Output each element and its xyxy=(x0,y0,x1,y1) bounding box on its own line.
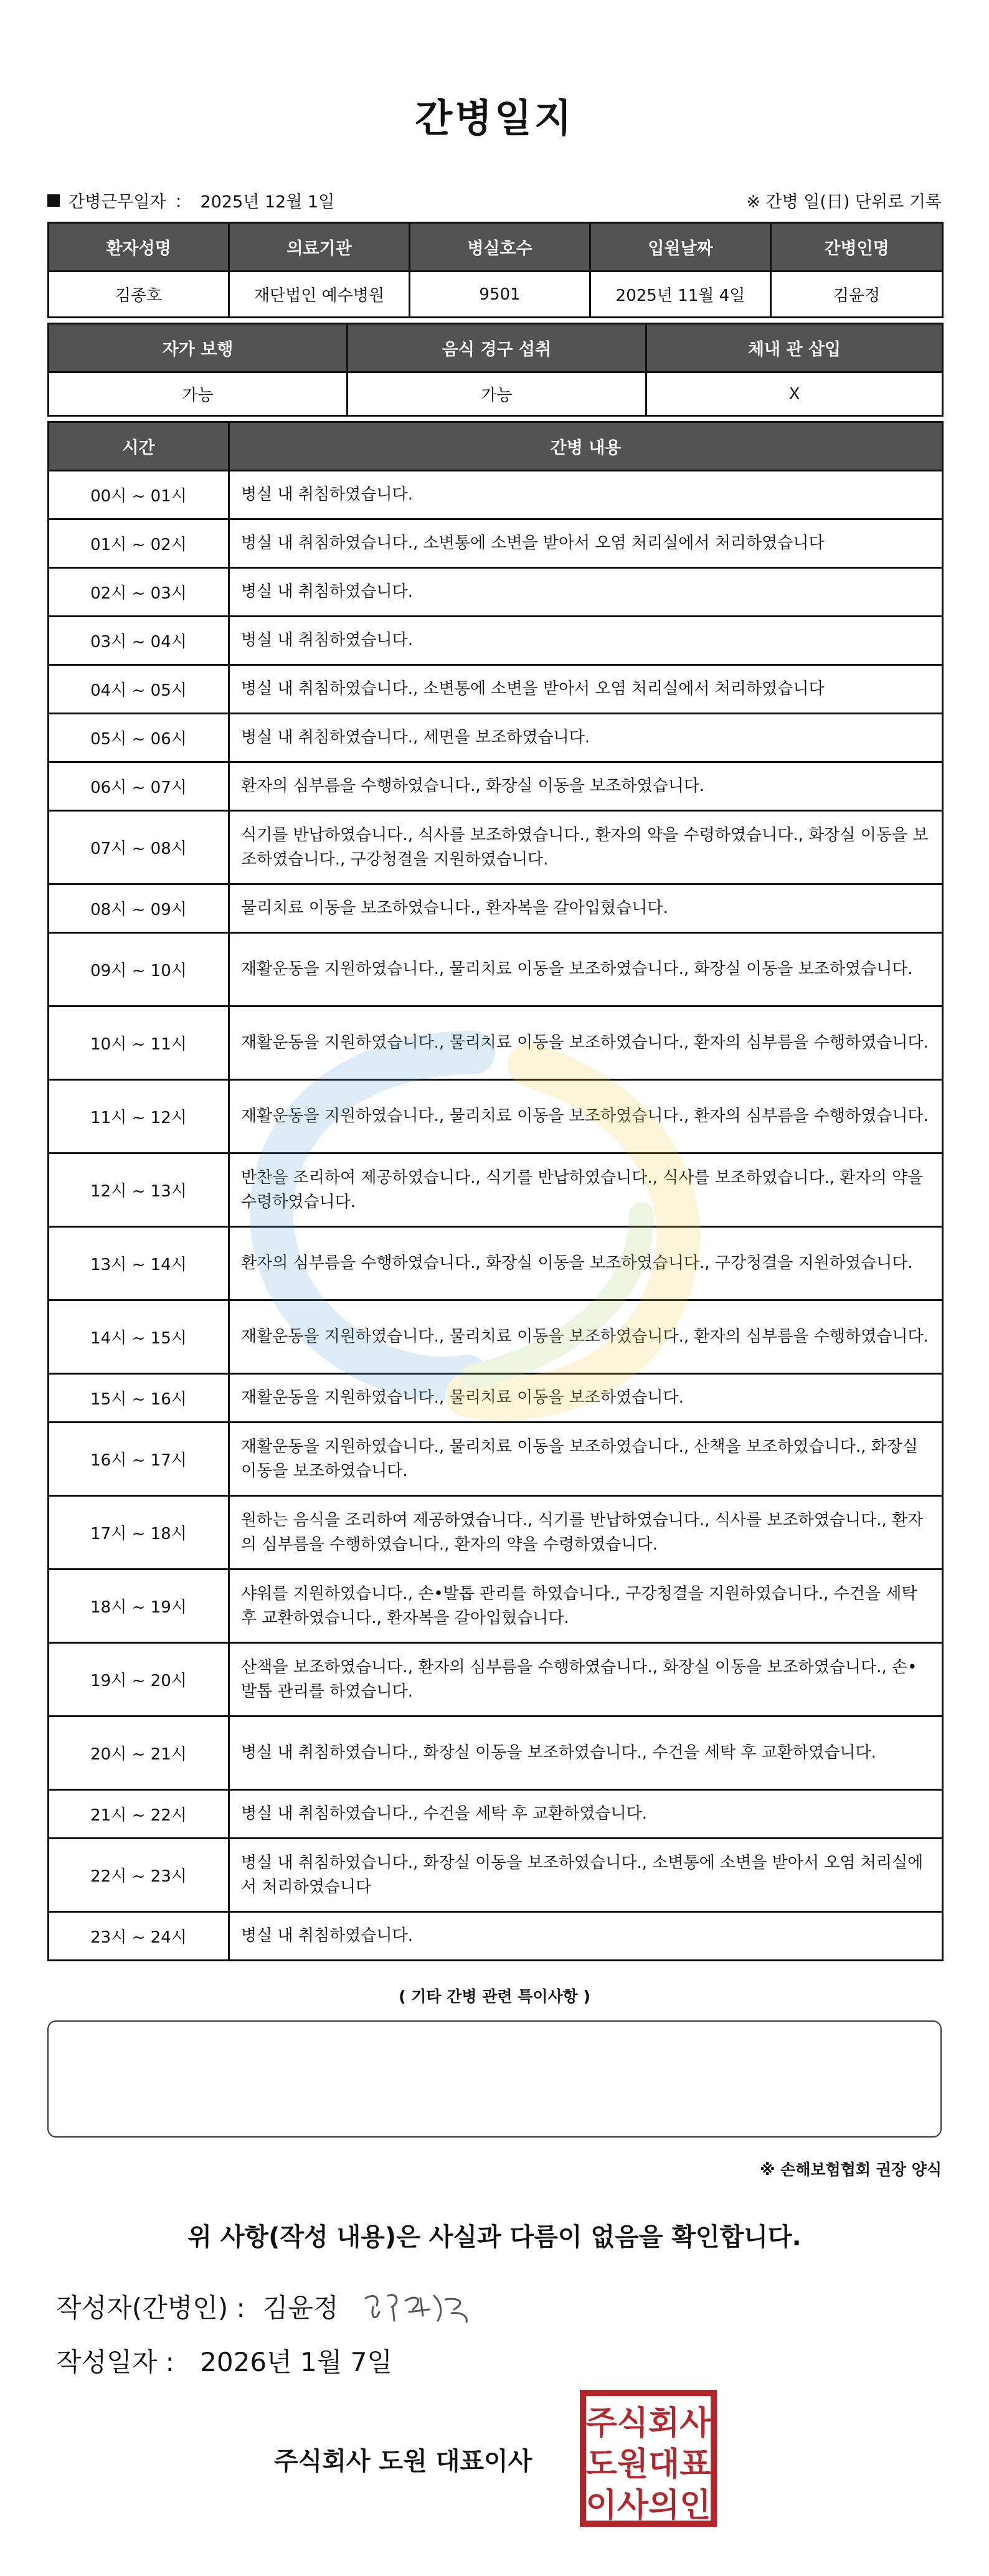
written-date-value: 2026년 1월 7일 xyxy=(200,2347,392,2377)
log-content: 환자의 심부름을 수행하였습니다., 화장실 이동을 보조하였습니다., 구강청결을 지원하였습니다. xyxy=(229,1227,943,1300)
log-row xyxy=(49,1839,943,1912)
log-row xyxy=(49,1423,943,1496)
log-content: 원하는 음식을 조리하여 제공하였습니다., 식기를 반납하였습니다., 식사를 보조하였습니다., 환자의 심부름을 수행하였습니다., 환자의 약을 수령하였습니다. xyxy=(229,1496,943,1570)
log-row xyxy=(49,1570,943,1643)
log-time: 14시 ~ 15시 xyxy=(49,1300,229,1374)
work-date-value: 2025년 12월 1일 xyxy=(200,192,335,212)
log-time: 11시 ~ 12시 xyxy=(49,1080,229,1153)
header-admission-date: 입원날짜 xyxy=(590,223,771,272)
work-date-label: 간병근무일자 xyxy=(69,192,166,212)
document-title: 간병일지 xyxy=(415,95,574,141)
log-content: 재활운동을 지원하였습니다., 물리치료 이동을 보조하였습니다., 환자의 심부름을 수행하였습니다. xyxy=(229,1006,943,1080)
writer-name: 김윤정 xyxy=(262,2293,339,2323)
log-content: 샤워를 지원하였습니다., 손•발톱 관리를 하였습니다., 구강청결을 지원하였습니다., 수건을 세탁 후 교환하였습니다., 환자복을 갈아입혔습니다. xyxy=(229,1570,943,1643)
log-time: 13시 ~ 14시 xyxy=(49,1227,229,1300)
log-row xyxy=(49,762,943,811)
log-content: 병실 내 취침하였습니다., 화장실 이동을 보조하였습니다., 소변통에 소변을 받아서 오염 처리실에서 처리하였습니다 xyxy=(229,1839,943,1912)
header-room: 병실호수 xyxy=(410,223,590,272)
log-row xyxy=(49,519,943,568)
log-body xyxy=(49,471,943,1961)
log-content: 재활운동을 지원하였습니다., 물리치료 이동을 보조하였습니다. xyxy=(229,1374,943,1423)
log-time: 23시 ~ 24시 xyxy=(49,1912,229,1961)
log-content: 병실 내 취침하였습니다. xyxy=(229,471,943,519)
log-time: 04시 ~ 05시 xyxy=(49,665,229,714)
log-content: 재활운동을 지원하였습니다., 물리치료 이동을 보조하였습니다., 환자의 심부름을 수행하였습니다. xyxy=(229,1080,943,1153)
unit-note: ※ 간병 일(日) 단위로 기록 xyxy=(746,192,942,212)
log-row xyxy=(49,1790,943,1839)
log-content: 산책을 보조하였습니다., 환자의 심부름을 수행하였습니다., 화장실 이동을 보조하였습니다., 손•발톱 관리를 하였습니다. xyxy=(229,1643,943,1717)
log-row xyxy=(49,811,943,884)
log-time: 05시 ~ 06시 xyxy=(49,714,229,762)
work-date xyxy=(47,188,334,212)
log-time: 18시 ~ 19시 xyxy=(49,1570,229,1643)
header-patient-name: 환자성명 xyxy=(49,223,229,272)
oral-intake: 가능 xyxy=(348,372,646,416)
header-time: 시간 xyxy=(49,422,229,471)
log-row xyxy=(49,617,943,665)
log-content: 병실 내 취침하였습니다. xyxy=(229,1912,943,1961)
log-content: 물리치료 이동을 보조하였습니다., 환자복을 갈아입혔습니다. xyxy=(229,884,943,933)
log-time: 17시 ~ 18시 xyxy=(49,1496,229,1570)
log-row xyxy=(49,1717,943,1790)
log-row xyxy=(49,1300,943,1374)
log-content: 재활운동을 지원하였습니다., 물리치료 이동을 보조하였습니다., 화장실 이동을 보조하였습니다. xyxy=(229,933,943,1006)
header-oral-intake: 음식 경구 섭취 xyxy=(348,324,646,372)
log-time: 06시 ~ 07시 xyxy=(49,762,229,811)
hospital: 재단법인 예수병원 xyxy=(229,272,410,318)
log-header-row xyxy=(49,422,943,471)
writer-label: 작성자(간병인) : xyxy=(56,2293,245,2323)
log-time: 19시 ~ 20시 xyxy=(49,1643,229,1717)
patient-name: 김종호 xyxy=(49,272,229,318)
log-time: 16시 ~ 17시 xyxy=(49,1423,229,1496)
kia-note: ※ 손해보험협회 권장 양식 xyxy=(760,2161,942,2179)
log-time: 07시 ~ 08시 xyxy=(49,811,229,884)
log-content: 병실 내 취침하였습니다., 세면을 보조하였습니다. xyxy=(229,714,943,762)
tube-insertion: X xyxy=(646,372,943,416)
log-content: 반찬을 조리하여 제공하였습니다., 식기를 반납하였습니다., 식사를 보조하였습니다., 환자의 약을 수령하였습니다. xyxy=(229,1153,943,1227)
header-care-content: 간병 내용 xyxy=(229,422,943,471)
log-content: 병실 내 취침하였습니다., 수건을 세탁 후 교환하였습니다. xyxy=(229,1790,943,1839)
log-time: 21시 ~ 22시 xyxy=(49,1790,229,1839)
seal-line-2: 도원대표 xyxy=(585,2445,711,2483)
care-status-table xyxy=(47,323,944,417)
patient-header-row xyxy=(49,223,943,272)
log-time: 02시 ~ 03시 xyxy=(49,568,229,617)
log-content: 병실 내 취침하였습니다. xyxy=(229,617,943,665)
log-row xyxy=(49,665,943,714)
log-row xyxy=(49,1227,943,1300)
log-time: 12시 ~ 13시 xyxy=(49,1153,229,1227)
log-row xyxy=(49,1643,943,1717)
log-time: 10시 ~ 11시 xyxy=(49,1006,229,1080)
log-time: 00시 ~ 01시 xyxy=(49,471,229,519)
log-content: 환자의 심부름을 수행하였습니다., 화장실 이동을 보조하였습니다. xyxy=(229,762,943,811)
care-value-row xyxy=(49,372,943,416)
header-caregiver: 간병인명 xyxy=(771,223,943,272)
log-content: 재활운동을 지원하였습니다., 물리치료 이동을 보조하였습니다., 환자의 심부름을 수행하였습니다. xyxy=(229,1300,943,1374)
log-row xyxy=(49,1912,943,1961)
log-row xyxy=(49,1374,943,1423)
room-number: 9501 xyxy=(410,272,590,318)
log-time: 03시 ~ 04시 xyxy=(49,617,229,665)
header-hospital: 의료기관 xyxy=(229,223,410,272)
square-bullet-icon xyxy=(47,194,60,207)
care-header-row xyxy=(49,324,943,372)
log-content: 병실 내 취침하였습니다., 소변통에 소변을 받아서 오염 처리실에서 처리하였습니다 xyxy=(229,519,943,568)
care-log-table xyxy=(47,421,944,1961)
confirm-statement: 위 사항(작성 내용)은 사실과 다름이 없음을 확인합니다. xyxy=(187,2223,802,2252)
log-time: 22시 ~ 23시 xyxy=(49,1839,229,1912)
remarks-box xyxy=(47,2020,942,2138)
log-content: 병실 내 취침하였습니다., 화장실 이동을 보조하였습니다., 수건을 세탁 후 교환하였습니다. xyxy=(229,1717,943,1790)
written-date xyxy=(56,2342,392,2379)
seal-line-1: 주식회사 xyxy=(585,2404,711,2442)
log-content: 병실 내 취침하였습니다. xyxy=(229,568,943,617)
log-content: 식기를 반납하였습니다., 식사를 보조하였습니다., 환자의 약을 수령하였습니다., 화장실 이동을 보조하였습니다., 구강청결을 지원하였습니다. xyxy=(229,811,943,884)
patient-info-table xyxy=(47,222,944,318)
log-content: 재활운동을 지원하였습니다., 물리치료 이동을 보조하였습니다., 산책을 보조하였습니다., 화장실 이동을 보조하였습니다. xyxy=(229,1423,943,1496)
log-content: 병실 내 취침하였습니다., 소변통에 소변을 받아서 오염 처리실에서 처리하였습니다 xyxy=(229,665,943,714)
remarks-title: ( 기타 간병 관련 특이사항 ) xyxy=(399,1987,590,2005)
self-walking: 가능 xyxy=(49,372,348,416)
header-tube-insertion: 체내 관 삽입 xyxy=(646,324,943,372)
work-date-sep: ： xyxy=(174,192,192,212)
log-row xyxy=(49,884,943,933)
handwritten-signature xyxy=(361,2285,473,2328)
log-time: 15시 ~ 16시 xyxy=(49,1374,229,1423)
caregiver-name: 김윤정 xyxy=(771,272,943,318)
log-row xyxy=(49,568,943,617)
log-time: 01시 ~ 02시 xyxy=(49,519,229,568)
log-row xyxy=(49,471,943,519)
seal-line-3: 이사의인 xyxy=(585,2486,711,2524)
info-row xyxy=(47,188,942,212)
patient-value-row xyxy=(49,272,943,318)
log-time: 20시 ~ 21시 xyxy=(49,1717,229,1790)
log-row xyxy=(49,714,943,762)
log-row xyxy=(49,1496,943,1570)
log-row xyxy=(49,1006,943,1080)
company-representative: 주식회사 도원 대표이사 xyxy=(274,2447,532,2476)
writer-line xyxy=(56,2285,473,2328)
log-time: 08시 ~ 09시 xyxy=(49,884,229,933)
log-row xyxy=(49,933,943,1006)
admission-date: 2025년 11월 4일 xyxy=(590,272,771,318)
log-row xyxy=(49,1080,943,1153)
written-date-label: 작성일자 : xyxy=(56,2347,174,2377)
log-row xyxy=(49,1153,943,1227)
log-time: 09시 ~ 10시 xyxy=(49,933,229,1006)
header-self-walking: 자가 보행 xyxy=(49,324,348,372)
company-seal xyxy=(579,2389,717,2527)
